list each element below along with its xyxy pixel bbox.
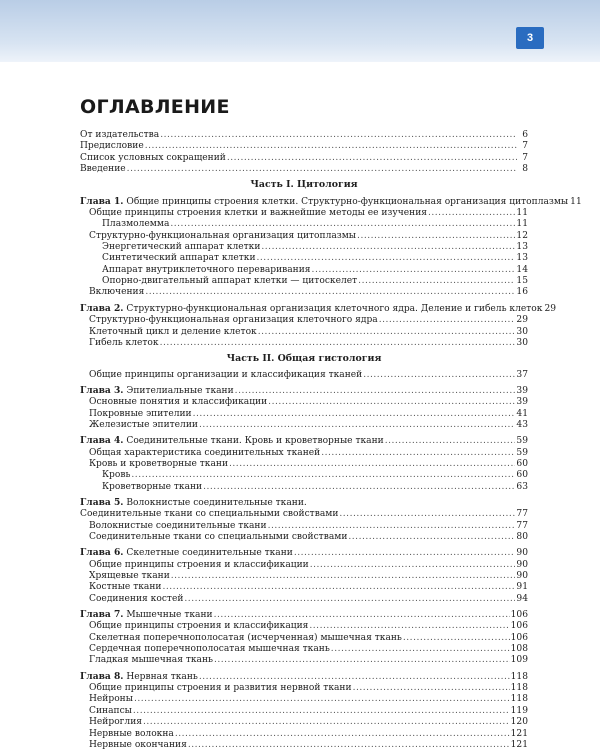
- toc-page-number: 106: [510, 632, 528, 643]
- toc-entry-text: Структурно-функциональная организация клеточного ядра: [89, 315, 378, 326]
- toc-leader-dots: [134, 694, 510, 705]
- toc-entry-row[interactable]: [80, 420, 528, 431]
- toc-leader-dots: [127, 164, 517, 175]
- toc-page-number: 119: [510, 705, 528, 716]
- toc-page-number: 13: [516, 253, 528, 264]
- toc-entry-row[interactable]: [80, 242, 528, 253]
- toc-leader-dots: [199, 420, 515, 431]
- toc-entry-title: [89, 448, 320, 459]
- toc-leader-dots: [229, 459, 515, 470]
- toc-entry-title: [89, 594, 183, 605]
- toc-leader-dots: [227, 153, 517, 164]
- toc-entry-text: Клеточный цикл и деление клеток: [89, 326, 257, 337]
- toc-entry-row[interactable]: [80, 621, 528, 632]
- toc-entry-text: Волокнистые соединительные ткани.: [126, 497, 307, 508]
- toc-entry-text: Общие принципы строения клетки и важнейшие методы ее изучения: [89, 208, 427, 219]
- toc-leader-dots: [203, 482, 515, 493]
- toc-entry-text: Энергетический аппарат клетки: [102, 242, 261, 253]
- toc-chapter-number: Глава 5.: [80, 496, 124, 508]
- toc-page-number: 108: [510, 644, 528, 655]
- toc-page-number: 80: [516, 532, 528, 542]
- toc-page-number: 121: [510, 739, 528, 750]
- toc-entry-text: Соединения костей: [89, 593, 184, 604]
- toc-entry-title: [80, 435, 384, 447]
- toc-entry-row[interactable]: [80, 509, 528, 520]
- toc-entry-row[interactable]: [80, 521, 528, 532]
- toc-page-number: 37: [516, 369, 528, 380]
- toc-chapter-number: Глава 7.: [80, 609, 124, 621]
- toc-page-number: 11: [516, 219, 528, 230]
- toc-entry-text: Мышечные ткани: [126, 610, 213, 621]
- toc-entry-row[interactable]: [80, 717, 528, 728]
- toc-entry-row[interactable]: [80, 532, 528, 543]
- toc-entry-title: [89, 397, 267, 408]
- toc-page-number: 94: [516, 593, 528, 604]
- toc-entry-row[interactable]: [80, 409, 528, 420]
- toc-entry-title: [80, 609, 213, 621]
- toc-entry-text: Скелетные соединительные ткани: [126, 548, 293, 559]
- toc-entry-text: Волокнистые соединительные ткани: [89, 520, 267, 531]
- toc-entry-text: Кроветворные ткани: [102, 481, 203, 492]
- toc-entry-title: [80, 547, 293, 559]
- toc-leader-dots: [261, 242, 515, 253]
- toc-entry-title: [80, 196, 568, 208]
- toc-entry-text: Нервная ткань: [126, 671, 198, 682]
- toc-entry-text: Гибель клеток: [89, 337, 159, 348]
- toc-entry-row[interactable]: [80, 338, 528, 349]
- toc-chapter-row[interactable]: [80, 385, 528, 397]
- toc-page-number: 30: [516, 326, 528, 337]
- toc-entry-title: [89, 621, 308, 632]
- toc-entry-text: Соединительные ткани. Кровь и кроветворные ткани: [126, 436, 384, 447]
- toc-page-number: 77: [516, 520, 528, 531]
- toc-entry-title: [102, 276, 357, 287]
- toc-entry-title: [80, 153, 226, 164]
- toc-leader-dots: [258, 327, 516, 338]
- toc-part-heading: Часть I. Цитология: [250, 179, 358, 191]
- toc-entry-text: Гладкая мышечная ткань: [89, 655, 213, 666]
- toc-page-number: 43: [516, 419, 528, 430]
- toc-entry-row[interactable]: [80, 327, 528, 338]
- toc-leader-dots: [310, 560, 516, 571]
- toc-entry-text: Плазмолемма: [102, 219, 170, 230]
- toc-entry-title: [80, 141, 144, 152]
- toc-page-number: 59: [516, 447, 528, 458]
- toc-heading: ОГЛАВЛЕНИЕ: [80, 96, 230, 118]
- toc-leader-dots: [353, 683, 510, 694]
- toc-entry-text: Общие принципы строения и классификация: [89, 621, 309, 632]
- toc-page-number: 29: [516, 315, 528, 326]
- toc-page-number: 90: [516, 559, 528, 570]
- toc-entry-title: [89, 287, 144, 298]
- toc-page-number: 39: [516, 397, 528, 408]
- toc-entry-row[interactable]: [80, 459, 528, 470]
- toc-chapter-number: Глава 3.: [80, 384, 124, 396]
- toc-entry-row[interactable]: [80, 683, 528, 694]
- toc-chapter-number: Глава 4.: [80, 435, 124, 447]
- toc-entry-title: [89, 633, 402, 644]
- toc-leader-dots: [331, 644, 510, 655]
- toc-entry-text: Структурно-функциональная организация цитоплазмы: [89, 230, 357, 241]
- toc-chapter-number: Глава 6.: [80, 547, 124, 559]
- toc-page-number: 15: [516, 276, 528, 287]
- toc-leader-dots: [428, 208, 515, 219]
- toc-page-number: 12: [516, 230, 528, 241]
- toc-chapter-number: Глава 8.: [80, 670, 124, 682]
- toc-entry-text: Общая характеристика соединительных тканей: [89, 447, 321, 458]
- toc-entry-title: [80, 130, 159, 141]
- toc-page-number: 59: [516, 436, 528, 447]
- toc-leader-dots: [184, 594, 515, 605]
- toc-leader-dots: [170, 219, 515, 230]
- toc-entry-title: [89, 729, 174, 740]
- toc-entry-title: [89, 409, 192, 420]
- toc-entry-row[interactable]: [80, 470, 528, 481]
- toc-entry-text: Включения: [89, 287, 145, 298]
- toc-page-number: 8: [522, 164, 528, 175]
- toc-page-number: 90: [516, 571, 528, 582]
- toc-entry-text: Аппарат внутриклеточного переваривания: [102, 264, 311, 275]
- toc-page-number: 41: [516, 408, 528, 419]
- toc-entry-text: Кровь: [102, 470, 131, 481]
- toc-leader-dots: [321, 448, 515, 459]
- toc-part-heading: Часть II. Общая гистология: [226, 353, 382, 365]
- toc-leader-dots: [357, 231, 515, 242]
- table-of-contents: [80, 130, 582, 751]
- toc-entry-title: [80, 164, 126, 175]
- toc-page-number: 91: [516, 582, 528, 593]
- toc-entry-text: Структурно-функциональная организация клеточного ядра. Деление и гибель клеток: [126, 303, 543, 314]
- toc-entry-row[interactable]: [80, 694, 528, 705]
- toc-page-number: 118: [510, 683, 528, 694]
- toc-entry-row[interactable]: [80, 594, 528, 605]
- toc-entry-text: Сердечная поперечнополосатая мышечная ткань: [89, 644, 330, 655]
- toc-leader-dots: [268, 397, 515, 408]
- toc-entry-title: [102, 219, 169, 230]
- toc-entry-row[interactable]: [80, 397, 528, 408]
- toc-leader-dots: [175, 729, 510, 740]
- toc-entry-row[interactable]: [80, 253, 528, 264]
- toc-entry-title: [89, 208, 427, 219]
- toc-leader-dots: [363, 370, 515, 381]
- toc-page-number: 120: [510, 717, 528, 728]
- toc-entry-title: [89, 327, 257, 338]
- toc-entry-row[interactable]: [80, 287, 528, 298]
- toc-page-number: 13: [516, 242, 528, 253]
- toc-entry-title: [89, 717, 142, 728]
- toc-entry-row[interactable]: [80, 644, 528, 655]
- toc-entry-title: [89, 560, 309, 571]
- toc-entry-row[interactable]: [80, 582, 528, 593]
- toc-leader-dots: [214, 610, 510, 621]
- toc-page-number: 90: [516, 548, 528, 559]
- toc-entry-text: Общие принципы организации и классификация тканей: [89, 369, 363, 380]
- toc-entry-title: [80, 509, 338, 520]
- toc-entry-text: Предисловие: [80, 141, 144, 152]
- toc-page-number: 29: [544, 303, 557, 314]
- toc-entry-text: Общие принципы строения и развития нервной ткани: [89, 683, 352, 694]
- toc-chapter-row[interactable]: [80, 195, 582, 208]
- toc-page-number: 109: [510, 655, 528, 666]
- toc-leader-dots: [235, 386, 516, 397]
- toc-entry-text: Соединительные ткани со специальными свойствами: [89, 532, 348, 542]
- toc-entry-row[interactable]: [80, 729, 528, 740]
- toc-entry-title: [89, 459, 228, 470]
- toc-leader-dots: [145, 141, 517, 152]
- toc-leader-dots: [358, 276, 515, 287]
- toc-entry-row[interactable]: [80, 706, 528, 717]
- toc-entry-title: [102, 482, 202, 493]
- toc-entry-text: Нейроглия: [89, 717, 143, 728]
- toc-leader-dots: [133, 706, 510, 717]
- toc-entry-row[interactable]: [80, 231, 528, 242]
- toc-entry-title: [80, 385, 234, 397]
- toc-entry-row[interactable]: [80, 153, 528, 164]
- toc-entry-title: [89, 532, 347, 543]
- toc-entry-text: Синтетический аппарат клетки: [102, 253, 256, 264]
- toc-leader-dots: [188, 740, 510, 751]
- toc-page-number: 30: [516, 337, 528, 348]
- toc-entry-text: Нервные волокна: [89, 728, 174, 739]
- toc-entry-row[interactable]: [80, 571, 528, 582]
- toc-page-number: 11: [516, 208, 528, 219]
- toc-entry-title: [89, 740, 187, 751]
- toc-entry-title: [89, 315, 378, 326]
- toc-leader-dots: [268, 521, 516, 532]
- toc-page-number: 6: [522, 130, 528, 140]
- toc-entry-row[interactable]: [80, 219, 528, 230]
- toc-entry-title: [80, 671, 198, 683]
- toc-chapter-row[interactable]: [80, 497, 528, 509]
- toc-leader-dots: [312, 265, 516, 276]
- toc-entry-text: Общие принципы строения и классификации: [89, 559, 309, 570]
- toc-entry-row[interactable]: [80, 130, 528, 141]
- toc-leader-dots: [160, 130, 517, 141]
- toc-entry-row[interactable]: [80, 655, 528, 666]
- toc-entry-text: Эпителиальные ткани: [126, 385, 234, 396]
- toc-page-number: 121: [510, 728, 528, 739]
- toc-leader-dots: [160, 338, 516, 349]
- toc-entry-text: Синапсы: [89, 705, 132, 716]
- toc-entry-title: [89, 420, 198, 431]
- toc-entry-row[interactable]: [80, 265, 528, 276]
- toc-page-number: 60: [516, 470, 528, 481]
- toc-leader-dots: [193, 409, 516, 420]
- toc-entry-text: Основные понятия и классификации: [89, 397, 268, 408]
- toc-leader-dots: [309, 621, 509, 632]
- toc-entry-text: Хрящевые ткани: [89, 571, 170, 582]
- toc-entry-text: Железистые эпителии: [89, 419, 198, 430]
- toc-entry-row[interactable]: [80, 315, 528, 326]
- toc-entry-title: [89, 231, 356, 242]
- toc-chapter-row[interactable]: [80, 547, 528, 559]
- toc-entry-title: [102, 242, 260, 253]
- toc-entry-title: [89, 370, 362, 381]
- toc-entry-title: [102, 265, 311, 276]
- toc-entry-text: Покровные эпителии: [89, 408, 192, 419]
- toc-entry-row[interactable]: [80, 448, 528, 459]
- toc-entry-title: [89, 521, 267, 532]
- toc-leader-dots: [143, 717, 510, 728]
- toc-leader-dots: [348, 532, 515, 543]
- toc-entry-row[interactable]: [80, 560, 528, 571]
- toc-entry-text: Нервные окончания: [89, 739, 187, 750]
- toc-entry-row[interactable]: [80, 740, 528, 751]
- toc-entry-row[interactable]: [80, 141, 528, 152]
- toc-entry-title: [80, 303, 542, 315]
- toc-entry-text: Общие принципы строения клетки. Структурно-функциональная организация цитоплазмы: [126, 196, 569, 207]
- toc-entry-row[interactable]: [80, 482, 528, 493]
- toc-page-number: 106: [510, 610, 528, 621]
- toc-leader-dots: [162, 582, 515, 593]
- toc-leader-dots: [403, 633, 510, 644]
- toc-page-number: 7: [522, 152, 528, 163]
- toc-page-number: 77: [516, 509, 528, 520]
- toc-entry-row[interactable]: [80, 276, 528, 287]
- toc-leader-dots: [339, 509, 515, 520]
- toc-entry-title: [89, 683, 352, 694]
- toc-page-number: 106: [510, 621, 528, 632]
- toc-entry-row[interactable]: [80, 370, 528, 381]
- toc-entry-title: [89, 338, 159, 349]
- toc-entry-text: Соединительные ткани со специальными свойствами: [80, 509, 339, 520]
- toc-page-number: 118: [510, 694, 528, 705]
- toc-entry-text: Кровь и кроветворные ткани: [89, 458, 229, 469]
- toc-entry-title: [89, 706, 132, 717]
- toc-page-number: 118: [510, 671, 528, 682]
- toc-entry-text: Введение: [80, 164, 126, 175]
- toc-entry-title: [89, 582, 161, 593]
- toc-entry-text: Нейроны: [89, 694, 133, 705]
- toc-chapter-number: Глава 1.: [80, 195, 124, 207]
- toc-entry-text: Опорно-двигательный аппарат клетки — цитоскелет: [102, 276, 358, 287]
- toc-entry-title: [89, 655, 213, 666]
- toc-entry-text: Костные ткани: [89, 582, 162, 593]
- toc-leader-dots: [294, 548, 516, 559]
- toc-page-number: 39: [516, 385, 528, 396]
- toc-entry-title: [89, 694, 133, 705]
- toc-page-number: 11: [570, 196, 582, 207]
- toc-entry-title: [102, 470, 130, 481]
- toc-chapter-row[interactable]: [80, 609, 528, 621]
- toc-page-number: 14: [516, 264, 528, 275]
- toc-entry-row[interactable]: [80, 164, 528, 175]
- toc-entry-title: [89, 571, 170, 582]
- toc-entry-text: Скелетная поперечнополосатая (исчерченная) мышечная ткань: [89, 632, 402, 643]
- toc-page-number: 63: [516, 481, 528, 492]
- toc-entry-title: [80, 497, 307, 509]
- toc-leader-dots: [199, 672, 510, 683]
- toc-page-number: 60: [516, 458, 528, 469]
- toc-chapter-row[interactable]: [80, 435, 528, 447]
- toc-leader-dots: [214, 655, 510, 666]
- toc-leader-dots: [257, 253, 516, 264]
- toc-chapter-number: Глава 2.: [80, 302, 124, 314]
- toc-leader-dots: [131, 470, 515, 481]
- toc-page-number: 16: [516, 287, 528, 298]
- toc-chapter-row[interactable]: [80, 302, 557, 315]
- toc-chapter-row[interactable]: [80, 671, 528, 683]
- toc-entry-title: [102, 253, 256, 264]
- toc-leader-dots: [145, 287, 515, 298]
- toc-entry-title: [89, 644, 330, 655]
- toc-entry-text: Список условных сокращений: [80, 152, 226, 163]
- toc-page-number: 7: [522, 141, 528, 152]
- toc-entry-row[interactable]: [80, 633, 528, 644]
- page-number-badge: 3: [516, 27, 544, 49]
- toc-entry-text: От издательства: [80, 130, 160, 140]
- toc-leader-dots: [385, 436, 516, 447]
- toc-leader-dots: [171, 571, 516, 582]
- header-band: [0, 0, 600, 62]
- toc-leader-dots: [379, 315, 516, 326]
- toc-entry-row[interactable]: [80, 208, 528, 219]
